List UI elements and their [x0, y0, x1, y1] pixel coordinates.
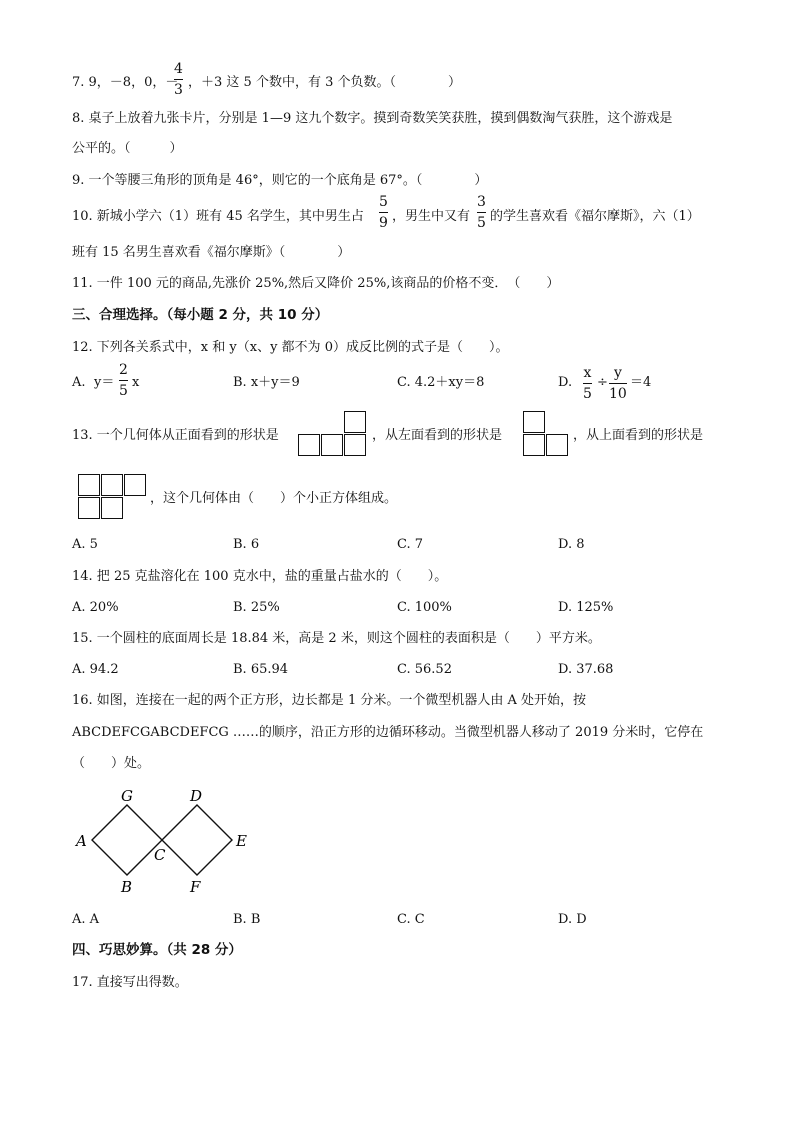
q12-a-num: 2: [119, 362, 128, 378]
left-cube: [523, 411, 545, 433]
top-view-figure: [78, 474, 150, 522]
front-cube: [321, 434, 343, 456]
q16-option-b: B. B: [233, 912, 261, 927]
q12-a-den: 5: [119, 383, 128, 399]
q13-option-d: D. 8: [558, 537, 585, 552]
q14-option-c: C. 100%: [397, 600, 452, 615]
q16-line2: ABCDEFCGABCDEFCG ……的顺序，沿正方形的边循环移动。当微型机器人移动了 2019 分米时，它停在: [72, 725, 704, 740]
q7-fraction-num: 4: [174, 61, 183, 77]
q10-f1-den: 9: [379, 215, 388, 231]
q12-a-lhs: y＝: [94, 375, 115, 390]
q13-option-b: B. 6: [233, 537, 260, 552]
two-squares-diagram: [70, 785, 260, 900]
q10-mid: ，男生中又有: [392, 209, 471, 224]
q13-part4: ，这个几何体由（ ）个小正方体组成。: [150, 491, 398, 506]
q15-option-c: C. 56.52: [397, 662, 452, 677]
front-cube: [344, 411, 366, 433]
label-a: A: [76, 832, 87, 850]
label-b: B: [121, 878, 133, 896]
q15-option-d: D. 37.68: [558, 662, 614, 677]
q12-a-fraction: [119, 363, 128, 398]
q10-line2: 班有 15 名男生喜欢看《福尔摩斯》（ ）: [72, 245, 351, 260]
q15-stem: 15. 一个圆柱的底面周长是 18.84 米，高是 2 米，则这个圆柱的表面积是（ ）平方米。: [72, 631, 601, 646]
q10-f2-den: 5: [477, 215, 486, 231]
top-cube: [101, 474, 123, 496]
front-view-figure: [298, 410, 370, 458]
q13-part3: ，从上面看到的形状是: [573, 428, 704, 443]
q10-f1-num: 5: [379, 194, 388, 210]
q11-text: 11. 一件 100 元的商品,先涨价 25%,然后又降价 25%,该商品的价格不变． （ ）: [72, 276, 560, 291]
q12-a-rhs: x: [132, 375, 140, 390]
q12-stem: 12. 下列各关系式中，x 和 y（x、y 都不为 0）成反比例的式子是（ ）。: [72, 340, 509, 355]
q12-d-rhs: ＝4: [630, 375, 652, 390]
q7-suffix: ，＋3 这 5 个数中，有 3 个负数。（ ）: [188, 75, 461, 90]
q8-line2: 公平的。（ ）: [72, 141, 183, 156]
q12-d-d1: 5: [583, 386, 592, 402]
left-view-figure: [523, 410, 571, 458]
q16-line3: （ ）处。: [72, 756, 151, 771]
q12-d-op: ÷: [597, 375, 608, 390]
right-square: [162, 805, 232, 875]
q10-prefix: 10. 新城小学六（1）班有 45 名学生，其中男生占: [72, 209, 364, 224]
q8-line1: 8. 桌子上放着九张卡片，分别是 1—9 这九个数字。摸到奇数笑笑获胜，摸到偶数淘气获胜，这个游戏是: [72, 111, 673, 126]
q7-prefix: 7. 9，－8，0，－: [72, 75, 179, 90]
q12-a-label: A.: [72, 375, 86, 390]
label-f: F: [190, 878, 201, 896]
q14-option-d: D. 125%: [558, 600, 614, 615]
q12-d-label: D.: [558, 375, 573, 390]
q16-line1: 16. 如图，连接在一起的两个正方形，边长都是 1 分米。一个微型机器人由 A 处开始，按: [72, 693, 586, 708]
q12-option-b: B. x＋y＝9: [233, 375, 300, 390]
q13-option-c: C. 7: [397, 537, 424, 552]
front-cube: [298, 434, 320, 456]
top-cube: [78, 497, 100, 519]
q10-fraction-2: [477, 195, 486, 230]
q13-part2: ，从左面看到的形状是: [372, 428, 503, 443]
q14-option-b: B. 25%: [233, 600, 280, 615]
top-cube: [124, 474, 146, 496]
q12-d-fraction-1: [583, 366, 592, 401]
q10-f2-num: 3: [477, 194, 486, 210]
top-cube: [101, 497, 123, 519]
left-cube: [546, 434, 568, 456]
q12-d-fraction-2: [609, 366, 627, 401]
front-cube: [344, 434, 366, 456]
section3-title: 三、合理选择。（每小题 2 分，共 10 分）: [72, 307, 329, 323]
label-d: D: [190, 787, 203, 805]
q12-d-n2: y: [613, 365, 622, 381]
q13-option-a: A. 5: [72, 537, 98, 552]
q7-fraction: [174, 62, 183, 97]
q14-option-a: A. 20%: [72, 600, 119, 615]
section4-title: 四、巧思妙算。（共 28 分）: [72, 942, 242, 958]
q10-fraction-1: [379, 195, 388, 230]
q12-d-d2: 10: [609, 386, 627, 402]
left-square: [92, 805, 162, 875]
q7-fraction-den: 3: [174, 82, 183, 98]
q12-d-n1: x: [583, 365, 592, 381]
q16-option-d: D. D: [558, 912, 587, 927]
label-g: G: [121, 787, 133, 805]
q9-text: 9. 一个等腰三角形的顶角是 46°，则它的一个底角是 67°。（ ）: [72, 173, 488, 188]
q16-option-a: A. A: [72, 912, 100, 927]
q13-part1: 13. 一个几何体从正面看到的形状是: [72, 428, 279, 443]
q10-suffix: 的学生喜欢看《福尔摩斯》，六（1）: [490, 209, 700, 224]
label-c: C: [154, 846, 166, 864]
q15-option-b: B. 65.94: [233, 662, 289, 677]
q16-option-c: C. C: [397, 912, 425, 927]
q12-option-c: C. 4.2＋xy＝8: [397, 375, 485, 390]
q14-stem: 14. 把 25 克盐溶化在 100 克水中，盐的重量占盐水的（ ）。: [72, 569, 448, 584]
left-cube: [523, 434, 545, 456]
q15-option-a: A. 94.2: [72, 662, 119, 677]
label-e: E: [236, 832, 247, 850]
q17-text: 17. 直接写出得数。: [72, 975, 188, 990]
top-cube: [78, 474, 100, 496]
